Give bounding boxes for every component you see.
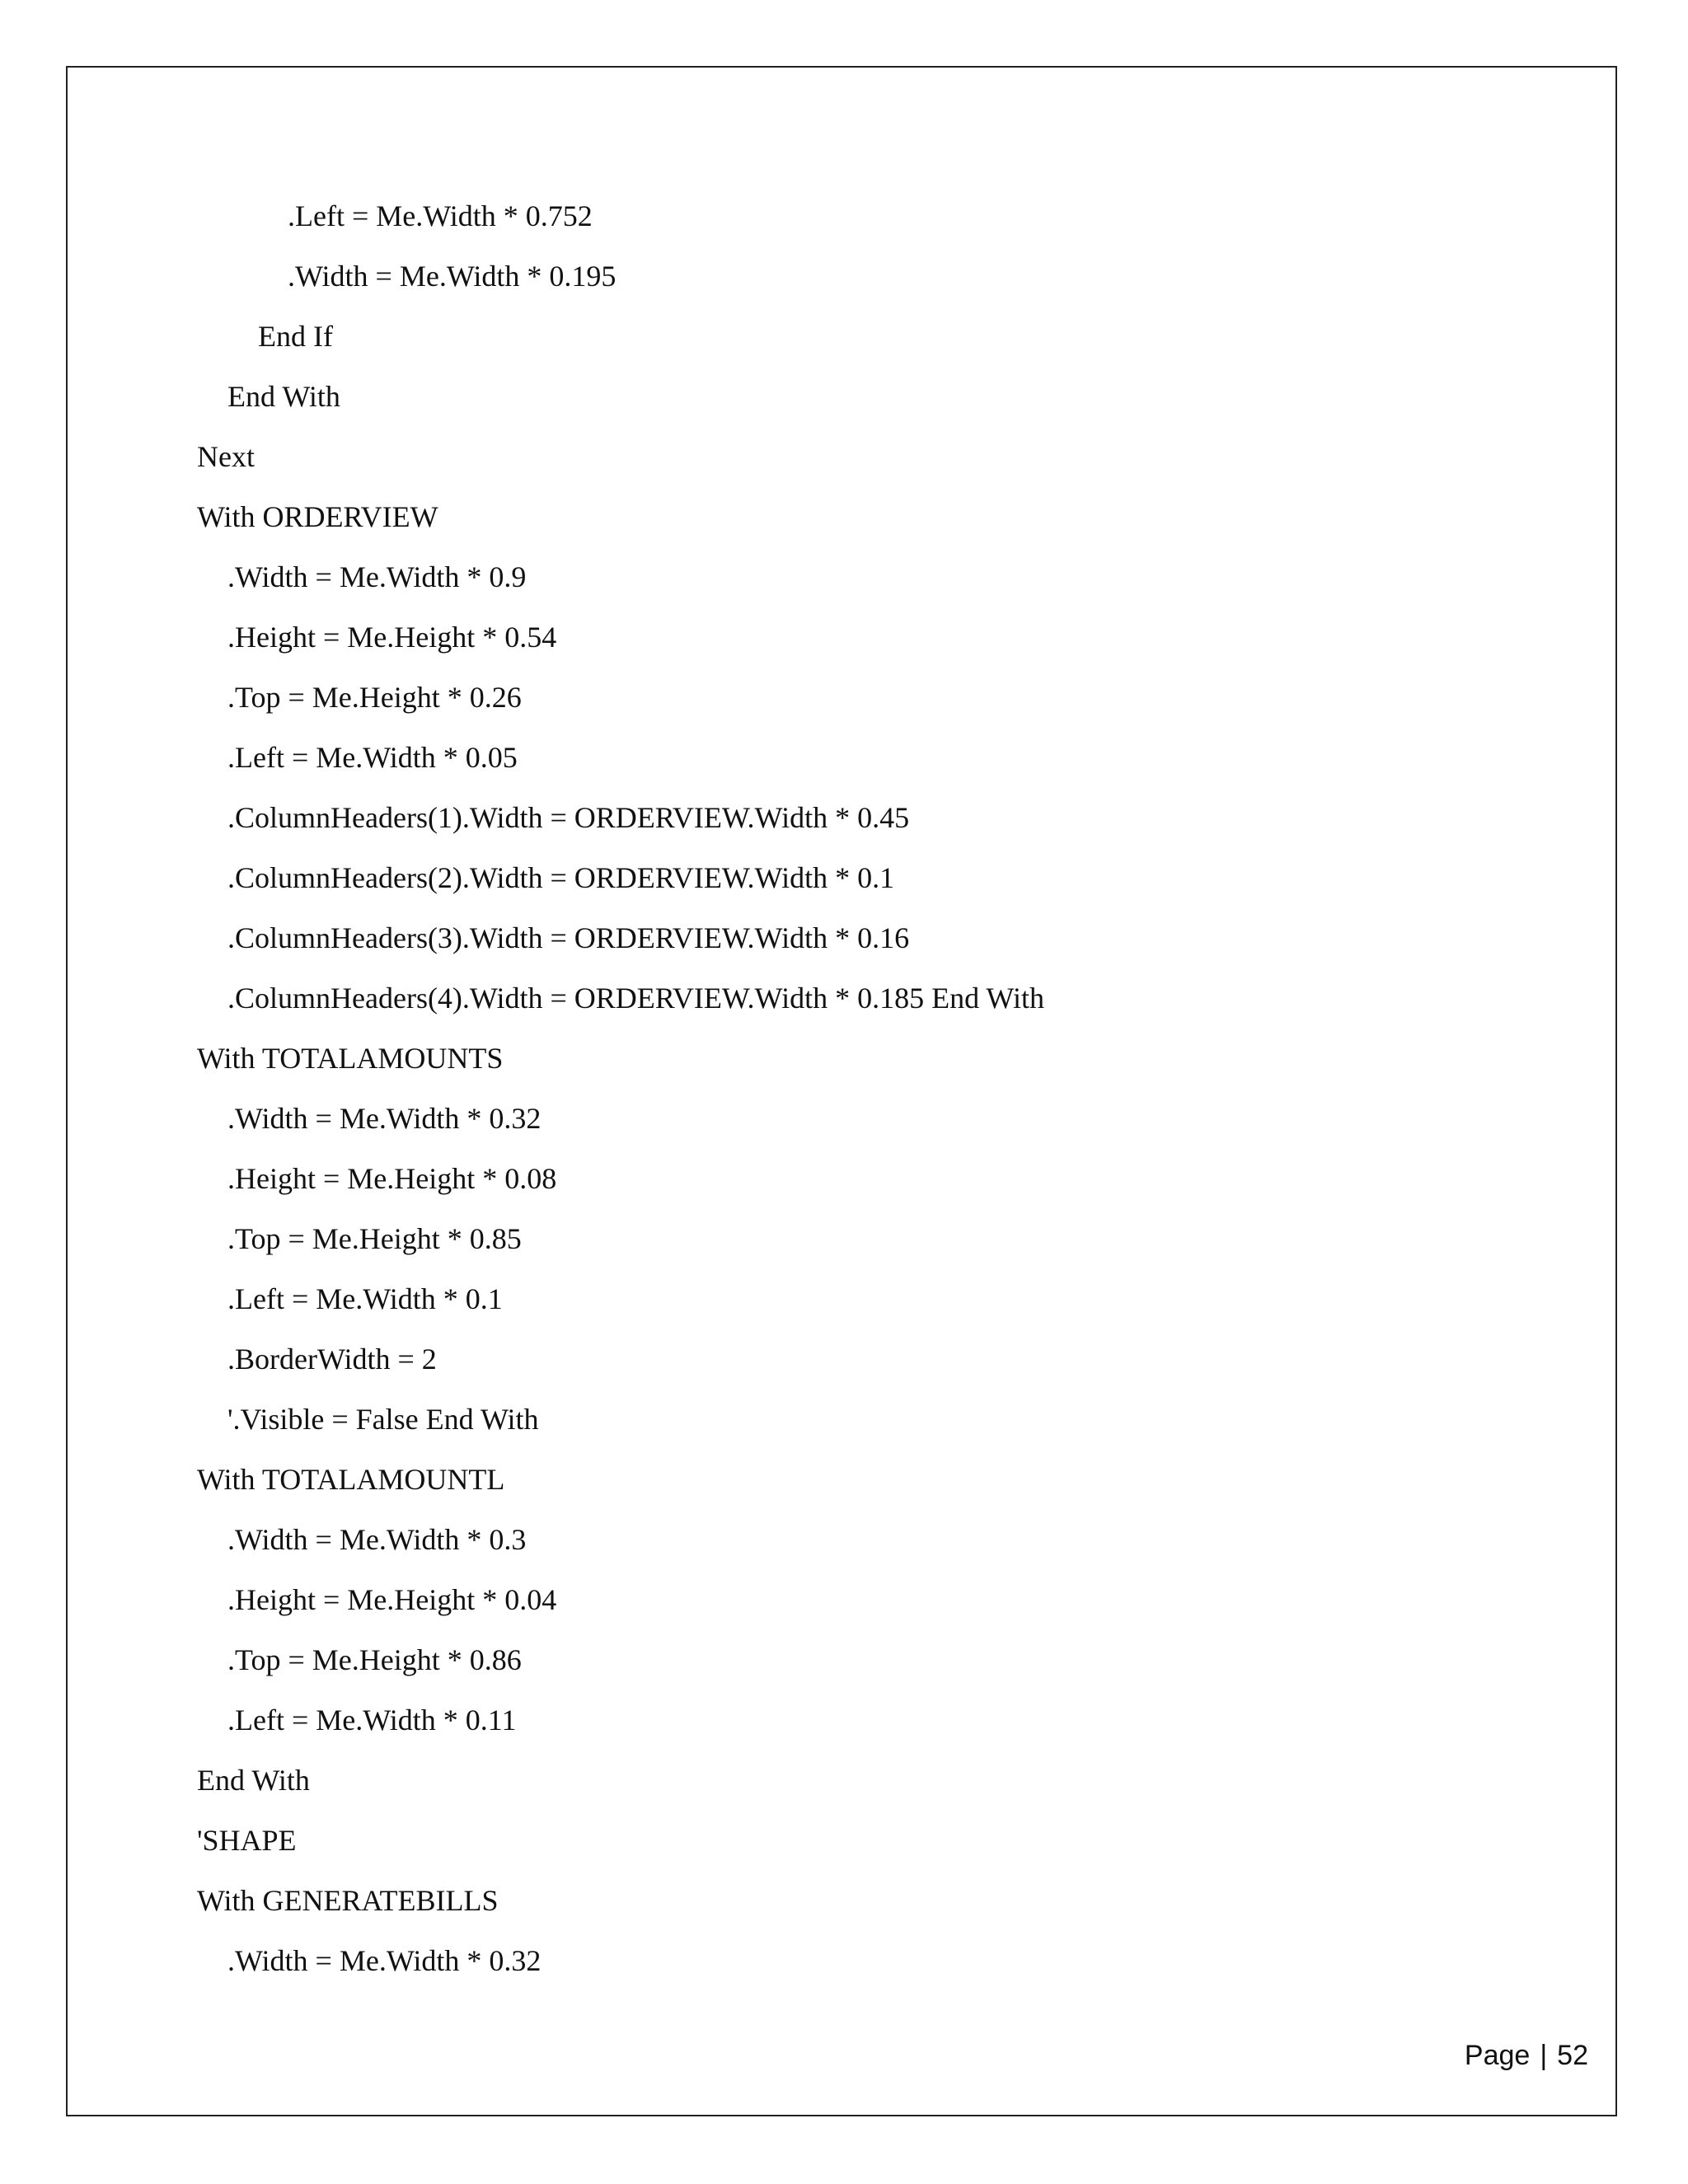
code-line: .Width = Me.Width * 0.32 [227, 1102, 542, 1135]
code-line: Next [197, 440, 255, 473]
code-line: .Left = Me.Width * 0.11 [227, 1704, 517, 1736]
code-line: .Width = Me.Width * 0.9 [227, 560, 527, 593]
page-footer [1449, 2008, 1588, 2072]
code-line: .Left = Me.Width * 0.752 [288, 199, 593, 232]
code-line: End If [258, 320, 333, 353]
code-line: .Width = Me.Width * 0.32 [227, 1944, 542, 1977]
code-line: .ColumnHeaders(1).Width = ORDERVIEW.Width * 0.45 [227, 801, 910, 834]
code-line: .Left = Me.Width * 0.1 [227, 1282, 503, 1315]
code-line: .Height = Me.Height * 0.08 [227, 1162, 557, 1195]
code-line: '.Visible = False End With [227, 1403, 539, 1436]
code-line: .ColumnHeaders(2).Width = ORDERVIEW.Width * 0.1 [227, 861, 895, 894]
code-line: .Height = Me.Height * 0.04 [227, 1583, 557, 1616]
code-line: With TOTALAMOUNTL [197, 1463, 505, 1496]
code-line: .Left = Me.Width * 0.05 [227, 741, 518, 774]
code-line: With GENERATEBILLS [197, 1884, 499, 1917]
code-line: .Width = Me.Width * 0.3 [227, 1523, 527, 1556]
code-line: With ORDERVIEW [197, 500, 438, 533]
code-line: End With [197, 1764, 310, 1797]
code-line: .Top = Me.Height * 0.86 [227, 1643, 522, 1676]
code-line: End With [227, 380, 340, 413]
code-line: .Height = Me.Height * 0.54 [227, 621, 557, 654]
code-line: .Width = Me.Width * 0.195 [288, 260, 617, 293]
page-number: 52 [1557, 2040, 1588, 2071]
code-line: .ColumnHeaders(3).Width = ORDERVIEW.Width * 0.16 [227, 921, 910, 954]
code-line: With TOTALAMOUNTS [197, 1042, 504, 1075]
code-line: .ColumnHeaders(4).Width = ORDERVIEW.Width * 0.185 End With [227, 982, 1044, 1015]
page-separator: | [1540, 2040, 1548, 2071]
code-line: 'SHAPE [197, 1824, 297, 1857]
code-line: .Top = Me.Height * 0.26 [227, 681, 522, 714]
code-listing [197, 196, 1044, 2001]
code-line: .Top = Me.Height * 0.85 [227, 1222, 522, 1255]
page-label: Page [1464, 2040, 1531, 2071]
code-line: .BorderWidth = 2 [227, 1343, 437, 1376]
